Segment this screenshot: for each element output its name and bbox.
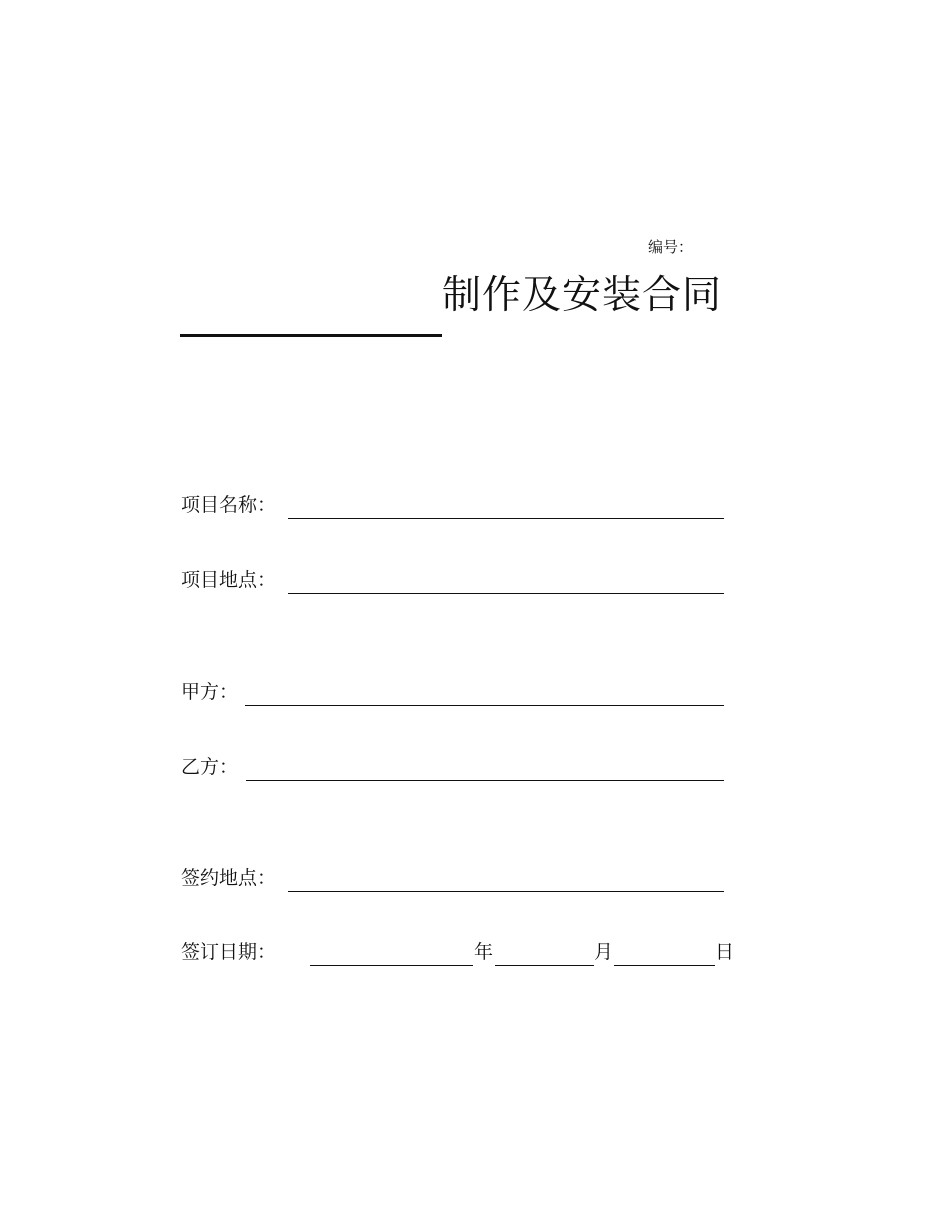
project-location-field-line[interactable] <box>288 593 724 594</box>
month-unit: 月 <box>594 941 614 963</box>
party-b-field-line[interactable] <box>246 780 724 781</box>
year-unit: 年 <box>474 941 494 963</box>
day-unit: 日 <box>715 941 735 963</box>
project-name-label: 项目名称： <box>181 494 277 516</box>
title-prefix-blank-line[interactable] <box>180 334 442 337</box>
party-a-field-line[interactable] <box>245 705 724 706</box>
signing-year-field-line[interactable] <box>310 965 473 966</box>
signing-place-field-line[interactable] <box>288 891 724 892</box>
signing-place-label: 签约地点： <box>181 867 277 889</box>
contract-title: 制作及安装合同 <box>442 273 723 318</box>
project-location-label: 项目地点： <box>181 569 277 591</box>
party-a-label: 甲方： <box>181 681 239 703</box>
signing-day-field-line[interactable] <box>614 965 715 966</box>
party-b-label: 乙方： <box>181 756 239 778</box>
signing-month-field-line[interactable] <box>495 965 594 966</box>
signing-date-label: 签订日期： <box>181 941 277 963</box>
project-name-field-line[interactable] <box>288 518 724 519</box>
serial-number-label: 编号： <box>648 238 694 256</box>
